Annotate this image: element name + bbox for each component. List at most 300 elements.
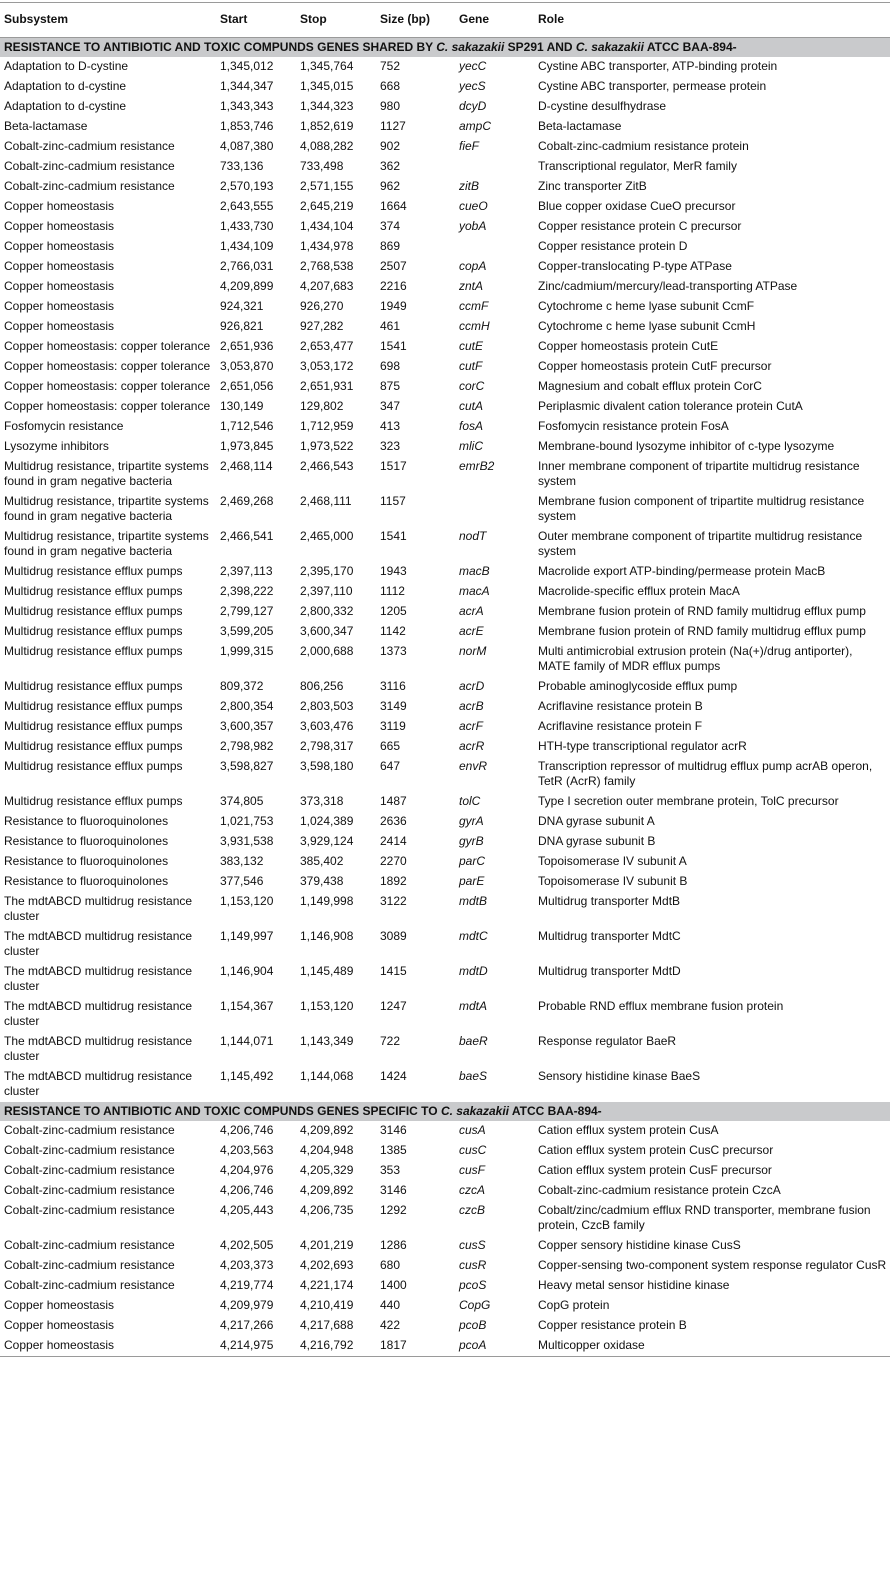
table-row [0, 1276, 890, 1296]
cell-gene: yecS [459, 79, 486, 93]
cell-subsystem: The mdtABCD multidrug resistance cluster [4, 999, 193, 1028]
cell-role: Copper homeostasis protein CutF precursor [538, 359, 772, 373]
cell-start: 2,398,222 [220, 584, 274, 598]
cell-size: 1400 [380, 1278, 407, 1292]
cell-role: Membrane fusion component of tripartite multidrug resistance system [538, 494, 865, 523]
cell-role: Cation efflux system protein CusC precursor [538, 1143, 774, 1157]
cell-subsystem: Copper homeostasis [4, 219, 115, 233]
section-header-row [0, 38, 890, 58]
cell-start: 3,599,205 [220, 624, 274, 638]
cell-stop: 1,973,522 [300, 439, 354, 453]
cell-role: Membrane-bound lysozyme inhibitor of c-type lysozyme [538, 439, 835, 453]
cell-start: 924,321 [220, 299, 264, 313]
cell-stop: 1,145,489 [300, 964, 354, 978]
cell-start: 1,999,315 [220, 644, 274, 658]
cell-stop: 4,205,329 [300, 1163, 354, 1177]
cell-subsystem: Resistance to fluoroquinolones [4, 854, 169, 868]
cell-role: Multidrug transporter MdtC [538, 929, 681, 943]
cell-subsystem: Fosfomycin resistance [4, 419, 124, 433]
cell-gene: mdtA [459, 999, 488, 1013]
cell-stop: 2,571,155 [300, 179, 354, 193]
cell-role: Response regulator BaeR [538, 1034, 677, 1048]
cell-stop: 806,256 [300, 679, 344, 693]
cell-size: 1157 [380, 494, 406, 508]
cell-start: 1,973,845 [220, 439, 274, 453]
table-row [0, 582, 890, 602]
cell-subsystem: The mdtABCD multidrug resistance cluster [4, 929, 193, 958]
cell-stop: 1,712,959 [300, 419, 354, 433]
cell-size: 647 [380, 759, 401, 773]
cell-gene: acrB [459, 699, 484, 713]
cell-role: Copper homeostasis protein CutE [538, 339, 719, 353]
cell-stop: 2,397,110 [300, 584, 353, 598]
cell-size: 3146 [380, 1183, 407, 1197]
table-row [0, 602, 890, 622]
cell-role: Probable RND efflux membrane fusion protein [538, 999, 784, 1013]
cell-size: 1247 [380, 999, 407, 1013]
cell-size: 2636 [380, 814, 407, 828]
table-row [0, 1067, 890, 1102]
table-row [0, 737, 890, 757]
table-row [0, 457, 890, 492]
cell-start: 2,799,127 [220, 604, 274, 618]
cell-gene: acrF [459, 719, 483, 733]
cell-start: 1,145,492 [220, 1069, 274, 1083]
cell-role: D-cystine desulfhydrase [538, 99, 667, 113]
cell-gene: ccmH [459, 319, 490, 333]
table-row [0, 1141, 890, 1161]
cell-size: 422 [380, 1318, 401, 1332]
table-row [0, 377, 890, 397]
cell-start: 2,766,031 [220, 259, 274, 273]
cell-size: 1286 [380, 1238, 407, 1252]
table-row [0, 717, 890, 737]
cell-stop: 3,929,124 [300, 834, 354, 848]
table-row [0, 177, 890, 197]
cell-role: Periplasmic divalent cation tolerance protein CutA [538, 399, 803, 413]
table-row [0, 892, 890, 927]
cell-gene: yobA [459, 219, 487, 233]
cell-gene: mdtC [459, 929, 488, 943]
cell-size: 1142 [380, 624, 406, 638]
cell-gene [455, 492, 534, 527]
table-row [0, 757, 890, 792]
cell-subsystem: The mdtABCD multidrug resistance cluster [4, 1069, 193, 1098]
cell-size: 440 [380, 1298, 401, 1312]
cell-role: Multicopper oxidase [534, 1336, 890, 1357]
cell-stop: 1,434,104 [300, 219, 354, 233]
cell-start: 4,206,746 [220, 1123, 274, 1137]
cell-subsystem: Resistance to fluoroquinolones [4, 834, 169, 848]
cell-size: 1205 [380, 604, 407, 618]
cell-size: 1415 [380, 964, 407, 978]
header-gene: Gene [455, 3, 534, 38]
cell-start: 733,136 [220, 159, 264, 173]
cell-gene: acrD [459, 679, 485, 693]
cell-stop: 2,798,317 [300, 739, 354, 753]
cell-gene [455, 237, 534, 257]
cell-subsystem: Cobalt-zinc-cadmium resistance [4, 1278, 175, 1292]
cell-start: 4,203,563 [220, 1143, 274, 1157]
cell-gene: acrE [459, 624, 484, 638]
cell-start: 1,146,904 [220, 964, 274, 978]
cell-gene: parE [459, 874, 485, 888]
table-row [0, 357, 890, 377]
table-row [0, 852, 890, 872]
cell-gene: CopG [459, 1298, 491, 1312]
cell-subsystem: Cobalt-zinc-cadmium resistance [4, 1238, 175, 1252]
table-row [0, 832, 890, 852]
cell-subsystem: Multidrug resistance efflux pumps [4, 584, 183, 598]
cell-role: Magnesium and cobalt efflux protein CorC [538, 379, 762, 393]
cell-start: 809,372 [220, 679, 264, 693]
cell-subsystem: Copper homeostasis [4, 299, 115, 313]
cell-size: 362 [380, 159, 401, 173]
cell-role: DNA gyrase subunit A [538, 814, 655, 828]
cell-start: 4,087,380 [220, 139, 274, 153]
table-row [0, 1032, 890, 1067]
cell-start: 2,800,354 [220, 699, 274, 713]
cell-size: 1424 [380, 1069, 407, 1083]
cell-start: 383,132 [220, 854, 264, 868]
cell-stop: 1,144,068 [300, 1069, 354, 1083]
cell-gene: pcoS [459, 1278, 487, 1292]
cell-size: 668 [380, 79, 401, 93]
cell-start: 2,466,541 [220, 529, 274, 543]
section-title-part: C. sakazakii [436, 40, 505, 54]
cell-gene: ampC [459, 119, 492, 133]
cell-subsystem: Cobalt-zinc-cadmium resistance [4, 159, 175, 173]
cell-subsystem: Copper homeostasis [0, 1336, 216, 1357]
table-row [0, 97, 890, 117]
cell-subsystem: Copper homeostasis: copper tolerance [4, 339, 211, 353]
cell-subsystem: Multidrug resistance, tripartite systems found in gram negative bacteria [4, 459, 209, 488]
cell-gene: envR [459, 759, 488, 773]
cell-role: DNA gyrase subunit B [538, 834, 656, 848]
cell-stop: 4,209,892 [300, 1123, 354, 1137]
cell-gene: parC [459, 854, 486, 868]
cell-role: Topoisomerase IV subunit A [538, 854, 687, 868]
cell-size: 1292 [380, 1203, 407, 1217]
header-role: Role [534, 3, 890, 38]
cell-size: 461 [380, 319, 401, 333]
cell-gene: gyrA [459, 814, 484, 828]
cell-stop: 1,153,120 [300, 999, 354, 1013]
cell-role: Heavy metal sensor histidine kinase [538, 1278, 730, 1292]
table-row [0, 1316, 890, 1336]
cell-subsystem: Cobalt-zinc-cadmium resistance [4, 1123, 175, 1137]
cell-role: Copper-translocating P-type ATPase [538, 259, 732, 273]
cell-start: 130,149 [220, 399, 264, 413]
table-row [0, 197, 890, 217]
cell-role: Copper-sensing two-component system response regulator CusR [538, 1258, 887, 1272]
cell-size: 2270 [380, 854, 407, 868]
cell-stop: 1,143,349 [300, 1034, 354, 1048]
table-row [0, 317, 890, 337]
section-title-part: ATCC BAA-894- [643, 40, 737, 54]
cell-size: 2414 [380, 834, 407, 848]
cell-size: 665 [380, 739, 401, 753]
table-row [0, 1336, 890, 1357]
cell-subsystem: Copper homeostasis [4, 239, 115, 253]
cell-start: 3,053,870 [220, 359, 274, 373]
cell-start: 377,546 [220, 874, 264, 888]
cell-subsystem: Multidrug resistance, tripartite systems found in gram negative bacteria [4, 494, 209, 523]
cell-gene: copA [459, 259, 487, 273]
cell-start: 2,651,936 [220, 339, 274, 353]
cell-subsystem: Multidrug resistance efflux pumps [4, 679, 183, 693]
cell-size: 3146 [380, 1123, 407, 1137]
cell-stop: 3,603,476 [300, 719, 354, 733]
cell-subsystem: Multidrug resistance efflux pumps [4, 604, 183, 618]
cell-stop: 927,282 [300, 319, 344, 333]
table-row [0, 117, 890, 137]
cell-role: Type I secretion outer membrane protein, TolC precursor [538, 794, 839, 808]
cell-role: Membrane fusion protein of RND family multidrug efflux pump [538, 604, 866, 618]
cell-role: Multidrug transporter MdtB [538, 894, 681, 908]
cell-stop: 4,204,948 [300, 1143, 354, 1157]
cell-subsystem: Lysozyme inhibitors [4, 439, 109, 453]
cell-size: 1517 [380, 459, 407, 473]
cell-role: Topoisomerase IV subunit B [538, 874, 688, 888]
cell-subsystem: Cobalt-zinc-cadmium resistance [4, 1258, 175, 1272]
table-row [0, 1161, 890, 1181]
cell-gene: pcoB [459, 1318, 487, 1332]
cell-gene: cutA [459, 399, 484, 413]
table-row [0, 1181, 890, 1201]
cell-role: Copper sensory histidine kinase CusS [538, 1238, 741, 1252]
cell-stop: 385,402 [300, 854, 344, 868]
cell-gene: cusR [459, 1258, 487, 1272]
cell-gene: cusS [459, 1238, 486, 1252]
cell-size: 2507 [380, 259, 407, 273]
cell-stop: 2,465,000 [300, 529, 354, 543]
cell-start: 1,712,546 [220, 419, 274, 433]
cell-subsystem: Adaptation to d-cystine [4, 79, 127, 93]
cell-start: 1,344,347 [220, 79, 274, 93]
section-title-part: C. sakazakii [440, 1104, 509, 1118]
cell-size: 980 [380, 99, 401, 113]
cell-role: Membrane fusion protein of RND family multidrug efflux pump [538, 624, 866, 638]
cell-subsystem: Copper homeostasis: copper tolerance [4, 379, 211, 393]
cell-subsystem: Multidrug resistance, tripartite systems found in gram negative bacteria [4, 529, 209, 558]
cell-subsystem: Cobalt-zinc-cadmium resistance [4, 1183, 175, 1197]
cell-stop: 1,344,323 [300, 99, 354, 113]
cell-gene: acrA [459, 604, 484, 618]
cell-stop: 4,221,174 [300, 1278, 354, 1292]
cell-subsystem: Adaptation to D-cystine [4, 59, 129, 73]
cell-gene: yecC [459, 59, 487, 73]
cell-subsystem: Copper homeostasis [4, 279, 115, 293]
cell-stop: 3,598,180 [300, 759, 354, 773]
cell-role: Cation efflux system protein CusA [538, 1123, 719, 1137]
cell-size: 1949 [380, 299, 407, 313]
cell-size: 374 [380, 219, 401, 233]
cell-size: 902 [380, 139, 401, 153]
cell-size: 722 [380, 1034, 401, 1048]
cell-gene: ccmF [459, 299, 489, 313]
table-body [0, 38, 890, 1357]
table-row [0, 697, 890, 717]
table-row [0, 157, 890, 177]
cell-size: 1892 [380, 874, 407, 888]
table-row [0, 927, 890, 962]
cell-stop: 4,210,419 [300, 1298, 354, 1312]
cell-size: 1487 [380, 794, 407, 808]
cell-stop: 3,600,347 [300, 624, 354, 638]
table-row [0, 1236, 890, 1256]
cell-stop: 2,395,170 [300, 564, 354, 578]
cell-size: 3116 [380, 679, 406, 693]
table-row [0, 1296, 890, 1316]
section-title-part: C. sakazakii [575, 40, 644, 54]
table-row [0, 997, 890, 1032]
cell-gene: mliC [459, 439, 483, 453]
cell-start: 2,469,268 [220, 494, 274, 508]
cell-role: Copper resistance protein D [538, 239, 688, 253]
cell-size: 875 [380, 379, 401, 393]
cell-gene: mdtB [459, 894, 488, 908]
cell-role: Blue copper oxidase CueO precursor [538, 199, 736, 213]
cell-start: 1,434,109 [220, 239, 274, 253]
cell-role: Acriflavine resistance protein F [538, 719, 703, 733]
cell-gene: fieF [459, 139, 480, 153]
table-row [0, 812, 890, 832]
cell-subsystem: The mdtABCD multidrug resistance cluster [4, 964, 193, 993]
gene-table [0, 2, 890, 1357]
cell-role: Sensory histidine kinase BaeS [538, 1069, 701, 1083]
table-row [0, 397, 890, 417]
cell-role: Cobalt-zinc-cadmium resistance protein [538, 139, 749, 153]
header-start: Start [216, 3, 296, 38]
cell-role: Copper resistance protein C precursor [538, 219, 742, 233]
cell-stop: 1,024,389 [300, 814, 354, 828]
cell-size: 413 [380, 419, 401, 433]
cell-gene: czcB [459, 1203, 486, 1217]
table-row [0, 77, 890, 97]
table-row [0, 337, 890, 357]
cell-gene: mdtD [459, 964, 488, 978]
cell-size: 680 [380, 1258, 401, 1272]
cell-stop: 373,318 [300, 794, 344, 808]
cell-start: 374,805 [220, 794, 264, 808]
cell-gene: dcyD [459, 99, 487, 113]
cell-stop: 1,149,998 [300, 894, 354, 908]
cell-subsystem: Multidrug resistance efflux pumps [4, 759, 183, 773]
table-row [0, 792, 890, 812]
table-row [0, 492, 890, 527]
section-header-row [0, 1102, 890, 1121]
cell-subsystem: Copper homeostasis [4, 1298, 115, 1312]
cell-stop: 4,088,282 [300, 139, 354, 153]
table-row [0, 642, 890, 677]
cell-stop: 2,468,111 [300, 494, 352, 508]
cell-stop: 4,209,892 [300, 1183, 354, 1197]
cell-subsystem: Copper homeostasis: copper tolerance [4, 359, 211, 373]
cell-start: 4,202,505 [220, 1238, 274, 1252]
cell-start: 4,214,975 [216, 1336, 296, 1357]
cell-size: 1385 [380, 1143, 407, 1157]
cell-subsystem: Beta-lactamase [4, 119, 88, 133]
table-row [0, 57, 890, 77]
cell-start: 2,651,056 [220, 379, 274, 393]
cell-role: Multi antimicrobial extrusion protein (Na(+)/drug antiporter), MATE family of MDR efflux pumps [538, 644, 853, 673]
cell-start: 2,570,193 [220, 179, 274, 193]
cell-role: Cytochrome c heme lyase subunit CcmF [538, 299, 755, 313]
cell-stop: 1,852,619 [300, 119, 354, 133]
cell-start: 4,209,979 [220, 1298, 274, 1312]
cell-stop: 4,207,683 [300, 279, 354, 293]
cell-gene: czcA [459, 1183, 486, 1197]
cell-stop: 1,345,015 [300, 79, 354, 93]
cell-subsystem: Copper homeostasis [4, 259, 115, 273]
cell-gene: zntA [459, 279, 484, 293]
cell-subsystem: Copper homeostasis: copper tolerance [4, 399, 211, 413]
cell-stop: 2,651,931 [300, 379, 354, 393]
cell-role: Cobalt/zinc/cadmium efflux RND transporter, membrane fusion protein, CzcB family [538, 1203, 871, 1232]
cell-role: Beta-lactamase [538, 119, 622, 133]
cell-stop: 1,146,908 [300, 929, 354, 943]
table-row [0, 237, 890, 257]
cell-size: 1373 [380, 644, 407, 658]
table-row [0, 297, 890, 317]
cell-gene: corC [459, 379, 485, 393]
cell-size: 1112 [380, 584, 405, 598]
cell-stop: 129,802 [300, 399, 344, 413]
cell-gene: cusC [459, 1143, 487, 1157]
header-size: Size (bp) [376, 3, 455, 38]
table-row [0, 872, 890, 892]
cell-size: 353 [380, 1163, 401, 1177]
cell-subsystem: Resistance to fluoroquinolones [4, 874, 169, 888]
cell-role: Outer membrane component of tripartite multidrug resistance system [538, 529, 863, 558]
cell-start: 1,154,367 [220, 999, 274, 1013]
cell-subsystem: Copper homeostasis [4, 1318, 115, 1332]
cell-gene: macB [459, 564, 490, 578]
section-title-part: ATCC BAA-894- [508, 1104, 602, 1118]
cell-start: 2,643,555 [220, 199, 274, 213]
table-row [0, 1256, 890, 1276]
cell-subsystem: The mdtABCD multidrug resistance cluster [4, 1034, 193, 1063]
cell-gene: gyrB [459, 834, 484, 848]
table-row [0, 257, 890, 277]
cell-size: 869 [380, 239, 401, 253]
cell-subsystem: Resistance to fluoroquinolones [4, 814, 169, 828]
header-subsystem: Subsystem [0, 3, 216, 38]
cell-subsystem: Multidrug resistance efflux pumps [4, 644, 183, 658]
cell-size: 698 [380, 359, 401, 373]
table-row [0, 622, 890, 642]
cell-subsystem: Multidrug resistance efflux pumps [4, 624, 183, 638]
table-row [0, 1201, 890, 1236]
cell-size: 3119 [380, 719, 406, 733]
cell-start: 3,931,538 [220, 834, 274, 848]
cell-role: Cystine ABC transporter, permease protein [538, 79, 767, 93]
cell-gene: cusF [459, 1163, 486, 1177]
cell-subsystem: Adaptation to d-cystine [4, 99, 127, 113]
cell-start: 1,021,753 [220, 814, 274, 828]
cell-start: 926,821 [220, 319, 264, 333]
cell-stop: 2,653,477 [300, 339, 354, 353]
cell-role: Fosfomycin resistance protein FosA [538, 419, 729, 433]
cell-role: Probable aminoglycoside efflux pump [538, 679, 738, 693]
cell-size: 323 [380, 439, 401, 453]
cell-stop: 733,498 [300, 159, 344, 173]
cell-start: 1,144,071 [220, 1034, 274, 1048]
cell-stop: 926,270 [300, 299, 344, 313]
cell-gene: tolC [459, 794, 481, 808]
cell-start: 1,149,997 [220, 929, 274, 943]
